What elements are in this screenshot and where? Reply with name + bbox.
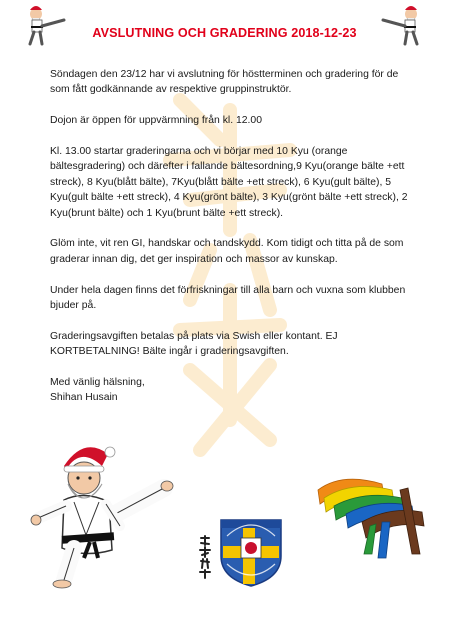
karate-santa-kick-icon <box>22 4 70 46</box>
swedish-karate-club-emblem-icon <box>217 516 285 588</box>
paragraph-payment: Graderingsavgiften betalas på plats via Swish eller kontant. EJ KORTBETALNING! Bälte ingår i graderingsavgiften. <box>50 330 338 358</box>
paragraph-grading-order: Kl. 13.00 startar graderingarna och vi börjar med 10 Kyu (orange bältesgradering) och därefter i fallande bältesordning,9 Kyu(orange bälte +ett streck), 8 Kyu(blått bälte), 7Kyu(blått bälte +ett streck), 6 Kyu(gult bälte), 5 Kyu(gult bälte +ett streck), 4 Kyu(grönt bälte), 3 Kyu(grönt bälte +ett streck), 2 Kyu(brunt bälte) och 1 Kyu(brunt bälte +ett streck). <box>50 146 408 219</box>
paragraph-refreshments: Under hela dagen finns det förfriskningar till alla barn och vuxna som klubben bjuder på. <box>50 284 406 312</box>
paragraph-warmup: Dojon är öppen för uppvärmning från kl. 12.00 <box>50 115 262 127</box>
letter-body <box>50 67 410 406</box>
karate-santa-illustration-icon <box>24 440 174 590</box>
closing-greeting: Med vänlig hälsning, <box>50 377 145 389</box>
paragraph-reminder: Glöm inte, vit ren GI, handskar och tandskydd. Kom tidigt och titta på de som graderar innan dig, det ger inspiration och massor av kunskap. <box>50 238 404 265</box>
signature: Shihan Husain <box>50 392 118 404</box>
paragraph-intro: Söndagen den 23/12 har vi avslutning för höstterminen och gradering för de som fått godkännande av respektive gruppinstruktör. <box>50 69 399 96</box>
vertical-kanji-calligraphy-icon <box>197 535 213 579</box>
stacked-karate-belts-icon <box>312 462 434 562</box>
document-title: AVSLUTNING OCH GRADERING 2018-12-23 <box>92 26 357 40</box>
karate-santa-kick-icon <box>377 4 425 46</box>
